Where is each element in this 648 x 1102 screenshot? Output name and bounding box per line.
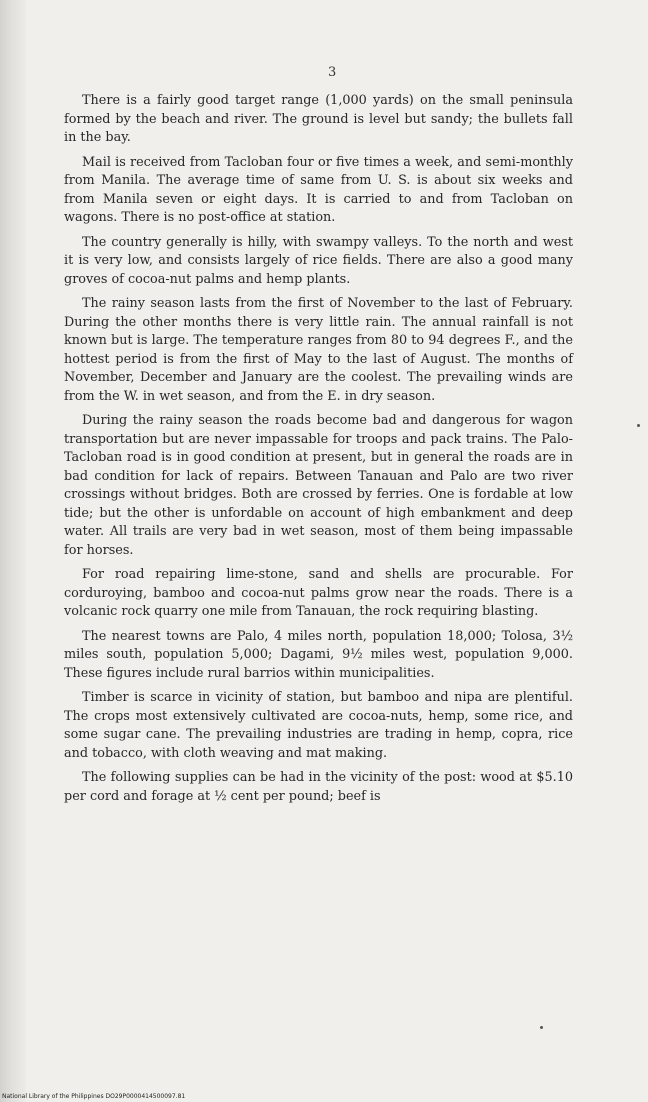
- paragraph-roads: During the rainy season the roads become bad and dangerous for wagon transportation but are never impassable for troops and pack trains. The Palo-Tacloban road is in good condition at present, but in general the roads are in bad condition for lack of repairs. Between Tanauan and Palo are two river crossings without bridges. Both are crossed by ferries. One is fordable at low tide; but the other is unfordable on account of high embankment and deep water. All trails are very bad in wet season, most of them being impassable for horses.: [64, 413, 573, 558]
- footer-caption: National Library of the Philippines DO29P0000414500097.81: [2, 1093, 186, 1100]
- paragraph-country: The country generally is hilly, with swampy valleys. To the north and west it is very low, and consists largely of rice fields. There are also a good many groves of cocoa-nut palms and hemp plants.: [64, 234, 573, 287]
- paragraph-climate: The rainy season lasts from the first of November to the last of February. During the other months there is very little rain. The annual rainfall is not known but is large. The temperature ranges from 80 to 94 degrees F., and the hottest period is from the first of May to the last of August. The months of November, December and January are the coolest. The prevailing winds are from the W. in wet season, and from the E. in dry season.: [64, 296, 573, 404]
- speck-mark: [637, 424, 640, 427]
- paragraph-target-range: There is a fairly good target range (1,000 yards) on the small peninsula formed by the beach and river. The ground is level but sandy; the bullets fall in the bay.: [64, 93, 573, 145]
- page-spine-shadow: [0, 0, 26, 1102]
- paragraph-mail: Mail is received from Tacloban four or five times a week, and semi-monthly from Manila. The average time of same from U. S. is about six weeks and from Manila seven or eight days. It is carried to and from Tacloban on wagons. There is no post-office at station.: [64, 154, 573, 225]
- speck-mark: [540, 1026, 543, 1029]
- body-text: [64, 92, 573, 812]
- page-number: 3: [328, 65, 337, 80]
- paragraph-nearest-towns: The nearest towns are Palo, 4 miles north, population 18,000; Tolosa, 3½ miles south, population 5,000; Dagami, 9½ miles west, population 9,000. These figures include rural barrios within municipalities.: [64, 628, 573, 681]
- paragraph-road-materials: For road repairing lime-stone, sand and shells are procurable. For corduroying, bamboo and cocoa-nut palms grow near the roads. There is a volcanic rock quarry one mile from Tanauan, the rock requiring blasting.: [64, 567, 573, 619]
- paragraph-supplies: The following supplies can be had in the vicinity of the post: wood at $5.10 per cord and forage at ½ cent per pound; beef is: [64, 770, 573, 804]
- paragraph-timber-crops: Timber is scarce in vicinity of station, but bamboo and nipa are plentiful. The crops most extensively cultivated are cocoa-nuts, hemp, some rice, and some sugar cane. The prevailing industries are trading in hemp, copra, rice and tobacco, with cloth weaving and mat making.: [64, 690, 573, 761]
